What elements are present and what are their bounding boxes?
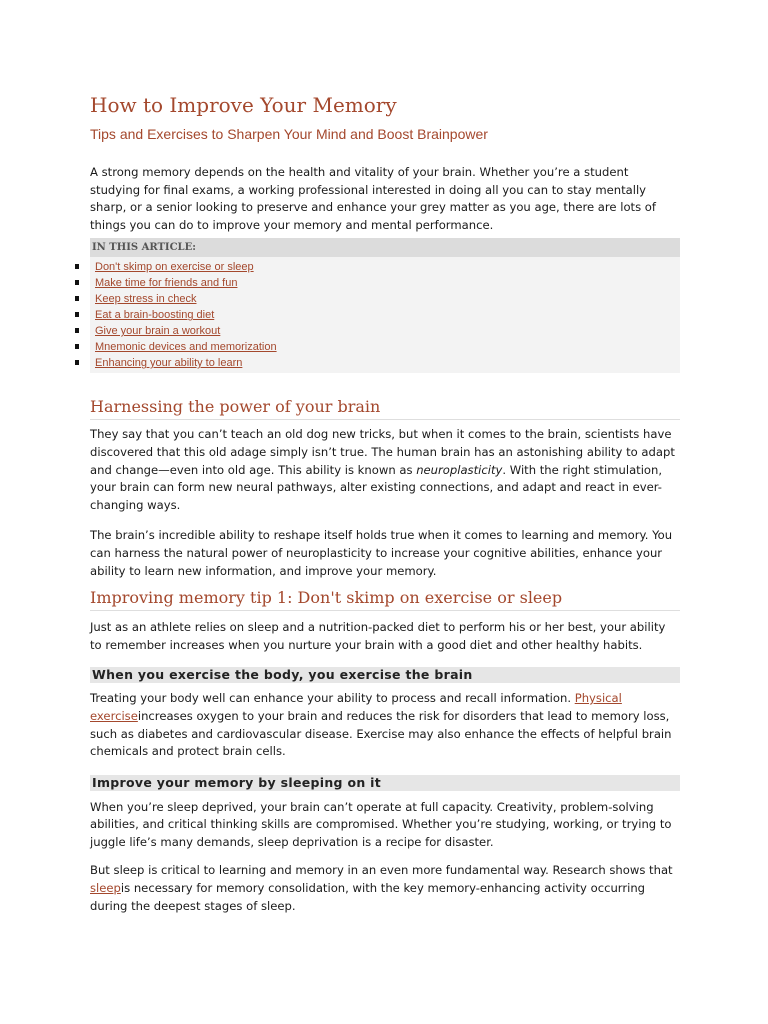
text-run: They say that you can’t teach an old dog new tricks, but when it comes to the brain, scientists have discovered that this old adage simply isn’t true. The human brain has an astonishing ability to adapt and change—even into old age. This ability is known as (90, 427, 675, 477)
sleep-paragraph-2 (90, 862, 680, 915)
section1-paragraph-2: The brain’s incredible ability to reshape itself holds true when it comes to learning and memory. You can harness the natural power of neuroplasticity to increase your cognitive abilities, enhance your ability to learn new information, and improve your memory. (90, 528, 673, 578)
toc-link-workout[interactable]: Give your brain a workout (95, 325, 221, 338)
text-run: increases oxygen to your brain and reduces the risk for disorders that lead to memory loss, such as diabetes and cardiovascular disease. Exercise may also enhance the effects of helpful brain chemicals and protect brain cells. (90, 708, 672, 759)
toc-item (90, 307, 680, 323)
intro-paragraph: A strong memory depends on the health and vitality of your brain. Whether you’re a student studying for final exams, a working professional interested in doing all you can to stay mentally sharp, or a senior looking to preserve and enhance your grey matter as you age, there are lots of things you can do to improve your memory and mental performance. (90, 165, 656, 232)
toc-link-diet[interactable]: Eat a brain-boosting diet (95, 309, 215, 322)
bullet-icon (75, 296, 79, 301)
toc-item (90, 339, 680, 355)
sleep-link[interactable]: sleep (90, 881, 121, 896)
page-title: How to Improve Your Memory (90, 93, 397, 117)
table-of-contents (90, 257, 680, 373)
toc-link-friends-fun[interactable]: Make time for friends and fun (95, 277, 238, 290)
bullet-icon (75, 360, 79, 365)
toc-item (90, 291, 680, 307)
subheading-sleep: Improve your memory by sleeping on it (90, 775, 680, 791)
toc-link-mnemonics[interactable]: Mnemonic devices and memorization (95, 341, 277, 354)
section1-paragraph-1 (90, 426, 680, 514)
bullet-icon (75, 264, 79, 269)
text-run: . With the right stimulation, your brain can form new neural pathways, alter existing connections, and adapt and react in ever-changing ways. (90, 462, 663, 512)
bullet-icon (75, 312, 79, 317)
exercise-paragraph (90, 690, 680, 760)
toc-link-learning[interactable]: Enhancing your ability to learn (95, 357, 243, 370)
toc-link-exercise-sleep[interactable]: Don't skimp on exercise or sleep (95, 261, 254, 274)
sleep-paragraph-1: When you’re sleep deprived, your brain can’t operate at full capacity. Creativity, problem-solving abilities, and critical thinking skills are compromised. Whether you’re studying, working, or trying to juggle life’s many demands, sleep deprivation is a recipe for disaster. (90, 799, 672, 849)
neuroplasticity-term: neuroplasticity (416, 462, 503, 477)
toc-item (90, 275, 680, 291)
section-heading-tip1: Improving memory tip 1: Don't skimp on exercise or sleep (90, 586, 680, 611)
toc-heading: IN THIS ARTICLE: (90, 238, 680, 257)
page-subtitle: Tips and Exercises to Sharpen Your Mind and Boost Brainpower (90, 126, 488, 142)
text-run: Treating your body well can enhance your ability to process and recall information. (90, 691, 575, 706)
section-heading-harnessing: Harnessing the power of your brain (90, 395, 680, 420)
toc-item (90, 355, 680, 371)
bullet-icon (75, 344, 79, 349)
toc-item (90, 323, 680, 339)
bullet-icon (75, 280, 79, 285)
subheading-exercise: When you exercise the body, you exercise the brain (90, 667, 680, 683)
physical-exercise-link[interactable]: Physical exercise (90, 691, 622, 723)
article (90, 90, 680, 915)
bullet-icon (75, 328, 79, 333)
section2-paragraph-1: Just as an athlete relies on sleep and a nutrition-packed diet to perform his or her best, your ability to remember increases when you nurture your brain with a good diet and other healthy habits. (90, 620, 666, 652)
toc-item (90, 259, 680, 275)
toc-link-stress[interactable]: Keep stress in check (95, 293, 197, 306)
text-run: But sleep is critical to learning and memory in an even more fundamental way. Research shows that (90, 863, 673, 878)
text-run: is necessary for memory consolidation, with the key memory-enhancing activity occurring during the deepest stages of sleep. (90, 881, 646, 913)
